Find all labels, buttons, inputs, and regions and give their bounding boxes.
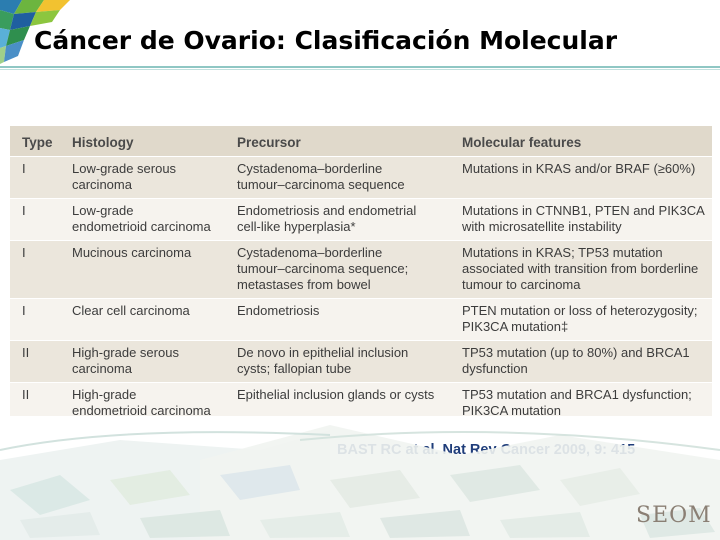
molecular-features-cell-line: PIK3CA mutation (462, 403, 561, 416)
precursor-cell (225, 299, 450, 341)
header-histology: Histology (60, 126, 225, 157)
histology-cell-line: Mucinous carcinoma (72, 245, 192, 260)
table-row (10, 199, 712, 241)
precursor-cell (225, 241, 450, 299)
molecular-features-cell (450, 157, 712, 199)
histology-cell (60, 241, 225, 299)
type-cell: I (10, 199, 60, 241)
type-cell: I (10, 241, 60, 299)
molecular-features-cell-line: TP53 mutation (up to 80%) and BRCA1 (462, 345, 690, 360)
classification-table-panel (10, 126, 712, 416)
precursor-cell-line: Epithelial inclusion glands or cysts (237, 387, 435, 402)
precursor-cell-line: metastases from bowel (237, 277, 371, 292)
type-cell: II (10, 383, 60, 417)
type-cell: I (10, 157, 60, 199)
precursor-cell-line: cell-like hyperplasia* (237, 219, 356, 234)
molecular-features-cell-line: Mutations in KRAS; TP53 mutation (462, 245, 663, 260)
type-cell: II (10, 341, 60, 383)
molecular-features-cell-line: TP53 mutation and BRCA1 dysfunction; (462, 387, 692, 402)
histology-cell (60, 199, 225, 241)
histology-cell-line: endometrioid carcinoma (72, 219, 211, 234)
header-precursor: Precursor (225, 126, 450, 157)
precursor-cell-line: Endometriosis (237, 303, 320, 318)
table-row (10, 241, 712, 299)
precursor-cell-line: Cystadenoma–borderline (237, 161, 383, 176)
precursor-cell (225, 157, 450, 199)
histology-cell-line: Low-grade (72, 203, 134, 218)
histology-cell (60, 299, 225, 341)
footer-mosaic-decoration (0, 420, 720, 540)
molecular-features-cell-line: PTEN mutation or loss of heterozygosity; (462, 303, 698, 318)
precursor-cell (225, 199, 450, 241)
table-row (10, 299, 712, 341)
title-divider (0, 66, 720, 68)
molecular-features-cell (450, 299, 712, 341)
molecular-features-cell-line: tumour to carcinoma (462, 277, 581, 292)
page-title: Cáncer de Ovario: Clasificación Molecular (34, 26, 618, 55)
histology-cell (60, 341, 225, 383)
precursor-cell-line: Cystadenoma–borderline (237, 245, 383, 260)
histology-cell-line: carcinoma (72, 361, 132, 376)
molecular-features-cell-line: with microsatellite instability (462, 219, 622, 234)
table-row (10, 383, 712, 417)
histology-cell-line: High-grade (72, 387, 137, 402)
histology-cell-line: Low-grade serous (72, 161, 177, 176)
histology-cell (60, 157, 225, 199)
molecular-features-cell (450, 199, 712, 241)
table-row (10, 341, 712, 383)
molecular-features-cell-line: Mutations in KRAS and/or BRAF (≥60%) (462, 161, 696, 176)
precursor-cell-line: tumour–carcinoma sequence (237, 177, 405, 192)
histology-cell-line: endometrioid carcinoma (72, 403, 211, 416)
histology-cell (60, 383, 225, 417)
table-row (10, 157, 712, 199)
histology-cell-line: High-grade serous (72, 345, 179, 360)
table-header-row (10, 126, 712, 157)
precursor-cell (225, 383, 450, 417)
classification-table (10, 126, 712, 416)
molecular-features-cell-line: PIK3CA mutation‡ (462, 319, 569, 334)
molecular-features-cell (450, 383, 712, 417)
molecular-features-cell-line: associated with transition from borderline (462, 261, 699, 276)
type-cell: I (10, 299, 60, 341)
table-body (10, 157, 712, 417)
header-type: Type (10, 126, 60, 157)
molecular-features-cell (450, 341, 712, 383)
precursor-cell-line: De novo in epithelial inclusion (237, 345, 409, 360)
precursor-cell-line: cysts; fallopian tube (237, 361, 352, 376)
header-molecular-features: Molecular features (450, 126, 712, 157)
seom-logo: SEOM (636, 503, 712, 528)
precursor-cell (225, 341, 450, 383)
histology-cell-line: Clear cell carcinoma (72, 303, 190, 318)
precursor-cell-line: Endometriosis and endometrial (237, 203, 417, 218)
histology-cell-line: carcinoma (72, 177, 132, 192)
molecular-features-cell-line: Mutations in CTNNB1, PTEN and PIK3CA (462, 203, 705, 218)
molecular-features-cell (450, 241, 712, 299)
title-divider-secondary (0, 69, 720, 70)
precursor-cell-line: tumour–carcinoma sequence; (237, 261, 409, 276)
molecular-features-cell-line: dysfunction (462, 361, 528, 376)
